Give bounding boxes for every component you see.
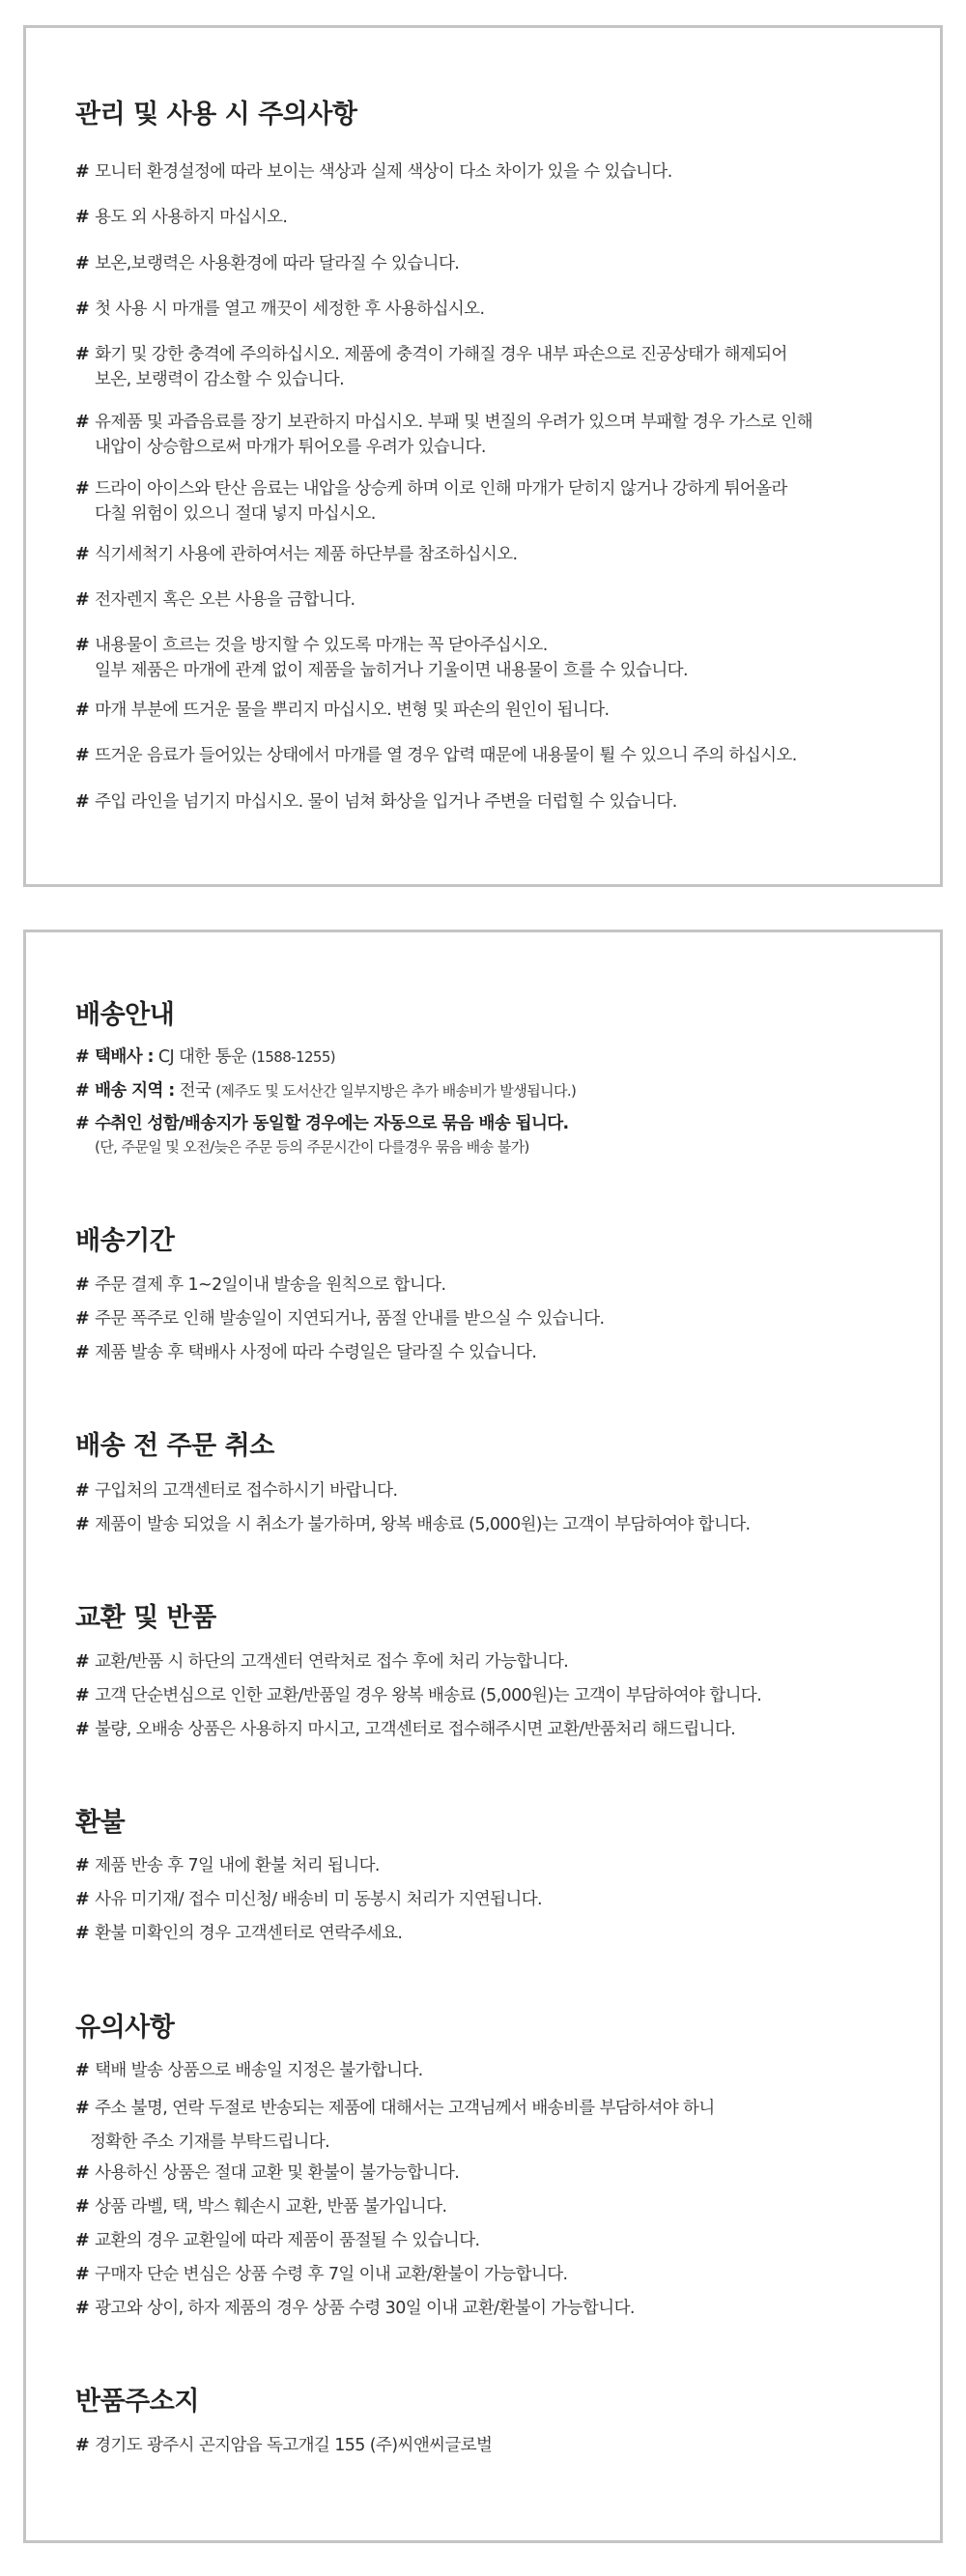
bullet: #: [75, 254, 90, 273]
care-item-2: # 용도 외 사용하지 마십시오.: [75, 208, 288, 227]
period-item-1: # 주문 결제 후 1~2일이내 발송을 원칙으로 합니다.: [75, 1275, 446, 1295]
bullet: #: [75, 1652, 90, 1672]
bullet: #: [75, 2436, 90, 2455]
period-title: 배송기간: [75, 1226, 175, 1256]
bullet: #: [75, 2099, 90, 2118]
bullet: #: [75, 162, 90, 182]
bullet: #: [75, 1515, 90, 1534]
shipping-title: 배송안내: [75, 1000, 175, 1030]
refund-item-2: # 사유 미기재/ 접수 미신청/ 배송비 미 동봉시 처리가 지연됩니다.: [75, 1890, 542, 1909]
notice-item-1: # 택배 발송 상품으로 배송일 지정은 불가합니다.: [75, 2061, 423, 2080]
bullet: #: [75, 1309, 90, 1329]
notice-item-3: # 사용하신 상품은 절대 교환 및 환불이 불가능합니다.: [75, 2163, 460, 2183]
shipping-courier: # 택배사 : CJ 대한 통운 (1588-1255): [75, 1047, 336, 1067]
bullet: #: [75, 1081, 90, 1101]
cancel-item-2: # 제품이 발송 되었을 시 취소가 불가하며, 왕복 배송료 (5,000원)는 고객이 부담하여야 합니다.: [75, 1515, 751, 1534]
bullet: #: [75, 1047, 90, 1067]
return-address-title: 반품주소지: [75, 2387, 199, 2417]
refund-item-3: # 환불 미확인의 경우 고객센터로 연락주세요.: [75, 1924, 403, 1943]
bullet: #: [75, 2061, 90, 2080]
period-item-3: # 제품 발송 후 택배사 사정에 따라 수령일은 달라질 수 있습니다.: [75, 1343, 537, 1362]
bullet: #: [75, 636, 90, 655]
refund-item-1: # 제품 반송 후 7일 내에 환불 처리 됩니다.: [75, 1856, 380, 1875]
cancel-title: 배송 전 주문 취소: [75, 1431, 274, 1461]
care-item-11: # 마개 부분에 뜨거운 물을 뿌리지 마십시오. 변형 및 파손의 원인이 됩니다.: [75, 701, 610, 720]
exchange-title: 교환 및 반품: [75, 1603, 216, 1633]
return-address: # 경기도 광주시 곤지암읍 독고개길 155 (주)씨앤씨글로벌: [75, 2436, 493, 2455]
refund-title: 환불: [75, 1808, 126, 1838]
care-item-1: # 모니터 환경설정에 따라 보이는 색상과 실제 색상이 다소 차이가 있을 수 있습니다.: [75, 162, 672, 182]
bullet: #: [75, 1924, 90, 1943]
shipping-region: # 배송 지역 : 전국 (제주도 및 도서산간 일부지방은 추가 배송비가 발생됩니다.): [75, 1081, 577, 1101]
notice-title: 유의사항: [75, 2013, 175, 2043]
bullet: #: [75, 2299, 90, 2318]
bullet: #: [75, 746, 90, 765]
notice-item-4: # 상품 라벨, 택, 박스 훼손시 교환, 반품 불가입니다.: [75, 2197, 447, 2217]
bullet: #: [75, 2163, 90, 2183]
cancel-item-1: # 구입처의 고객센터로 접수하시기 바랍니다.: [75, 1481, 398, 1501]
care-title: 관리 및 사용 시 주의사항: [75, 100, 357, 129]
bullet: #: [75, 545, 90, 564]
care-item-13: # 주입 라인을 넘기지 마십시오. 물이 넘쳐 화상을 입거나 주변을 더럽힐 수 있습니다.: [75, 792, 677, 812]
bullet: #: [75, 2265, 90, 2284]
care-item-3: # 보온,보랭력은 사용환경에 따라 달라질 수 있습니다.: [75, 254, 460, 273]
bullet: #: [75, 1343, 90, 1362]
bullet: #: [75, 1275, 90, 1295]
exchange-item-3: # 불량, 오배송 상품은 사용하지 마시고, 고객센터로 접수해주시면 교환/반품처리 해드립니다.: [75, 1720, 736, 1739]
bullet: #: [75, 1686, 90, 1705]
bullet: #: [75, 2197, 90, 2217]
bullet: #: [75, 1890, 90, 1909]
care-item-4: # 첫 사용 시 마개를 열고 깨끗이 세정한 후 사용하십시오.: [75, 300, 485, 319]
bullet: #: [75, 590, 90, 610]
shipping-bundle-note: (단, 주문일 및 오전/늦은 주문 등의 주문시간이 다를경우 묶음 배송 불가): [95, 1138, 529, 1156]
exchange-item-1: # 교환/반품 시 하단의 고객센터 연락처로 접수 후에 처리 가능합니다.: [75, 1652, 569, 1672]
bullet: #: [75, 479, 90, 499]
care-item-7: # 드라이 아이스와 탄산 음료는 내압을 상승케 하며 이로 인해 마개가 닫히지 않거나 강하게 튀어올라 다칠 위험이 있으니 절대 넣지 마십시오.: [75, 479, 787, 524]
bullet: #: [75, 208, 90, 227]
notice-item-2: # 주소 불명, 연락 두절로 반송되는 제품에 대해서는 고객님께서 배송비를 부담하셔야 하니 정확한 주소 기재를 부탁드립니다.: [75, 2099, 715, 2152]
notice-item-7: # 광고와 상이, 하자 제품의 경우 상품 수령 30일 이내 교환/환불이 가능합니다.: [75, 2299, 635, 2318]
exchange-item-2: # 고객 단순변심으로 인한 교환/반품일 경우 왕복 배송료 (5,000원)는 고객이 부담하여야 합니다.: [75, 1686, 762, 1705]
care-item-10: # 내용물이 흐르는 것을 방지할 수 있도록 마개는 꼭 닫아주십시오. 일부 제품은 마개에 관계 없이 제품을 눕히거나 기울이면 내용물이 흐를 수 있습니다.: [75, 636, 688, 680]
notice-item-5: # 교환의 경우 교환일에 따라 제품이 품절될 수 있습니다.: [75, 2231, 480, 2250]
bullet: #: [75, 413, 90, 432]
bullet: #: [75, 792, 90, 812]
bullet: #: [75, 1481, 90, 1501]
bullet: #: [75, 300, 90, 319]
care-item-12: # 뜨거운 음료가 들어있는 상태에서 마개를 열 경우 압력 때문에 내용물이 튈 수 있으니 주의 하십시오.: [75, 746, 797, 765]
bullet: #: [75, 345, 90, 364]
care-item-5: # 화기 및 강한 충격에 주의하십시오. 제품에 충격이 가해질 경우 내부 파손으로 진공상태가 해제되어 보온, 보랭력이 감소할 수 있습니다.: [75, 345, 787, 389]
care-item-9: # 전자렌지 혹은 오븐 사용을 금합니다.: [75, 590, 355, 610]
care-item-8: # 식기세척기 사용에 관하여서는 제품 하단부를 참조하십시오.: [75, 545, 518, 564]
bullet: #: [75, 1720, 90, 1739]
notice-item-6: # 구매자 단순 변심은 상품 수령 후 7일 이내 교환/환불이 가능합니다.: [75, 2265, 568, 2284]
bullet: #: [75, 2231, 90, 2250]
shipping-bundle: # 수취인 성함/배송지가 동일할 경우에는 자동으로 묶음 배송 됩니다.: [75, 1114, 569, 1133]
bullet: #: [75, 701, 90, 720]
period-item-2: # 주문 폭주로 인해 발송일이 지연되거나, 품절 안내를 받으실 수 있습니다.: [75, 1309, 605, 1329]
bullet: #: [75, 1114, 90, 1133]
bullet: #: [75, 1856, 90, 1875]
care-item-6: # 유제품 및 과즙음료를 장기 보관하지 마십시오. 부패 및 변질의 우려가 있으며 부패할 경우 가스로 인해 내압이 상승함으로써 마개가 튀어오를 우려가 있습니다.: [75, 413, 813, 457]
